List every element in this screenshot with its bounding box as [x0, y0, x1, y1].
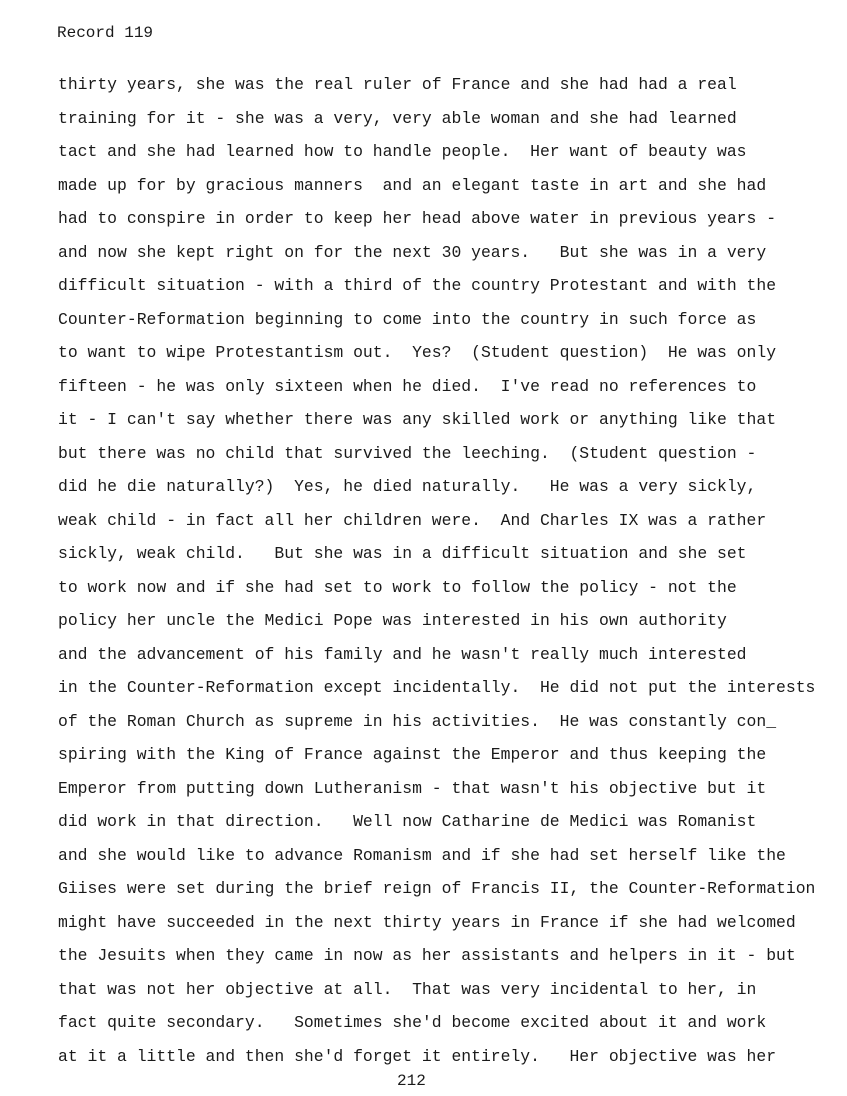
- text-line: to work now and if she had set to work to follow the policy - not the: [58, 577, 737, 597]
- text-line: training for it - she was a very, very able woman and she had learned: [58, 108, 737, 128]
- text-line: sickly, weak child. But she was in a difficult situation and she set: [58, 544, 747, 563]
- transcript-body: [58, 76, 815, 1081]
- text-line: Emperor from putting down Lutheranism - that wasn't his objective but it: [58, 778, 767, 798]
- text-line: thirty years, she was the real ruler of France and she had had a real: [58, 75, 737, 94]
- text-line: and the advancement of his family and he wasn't really much interested: [58, 644, 747, 664]
- text-line: and now she kept right on for the next 30 years. But she was in a very: [58, 242, 767, 262]
- text-line: difficult situation - with a third of the country Protestant and with the: [58, 276, 777, 295]
- text-line: but there was no child that survived the leeching. (Student question -: [58, 443, 757, 463]
- text-line: Counter-Reformation beginning to come into the country in such force as: [58, 309, 757, 329]
- text-line: at it a little and then she'd forget it entirely. Her objective was her: [58, 1046, 777, 1066]
- text-line: weak child - in fact all her children were. And Charles IX was a rather: [58, 510, 767, 530]
- text-line: did he die naturally?) Yes, he died naturally. He was a very sickly,: [58, 477, 757, 496]
- text-line: in the Counter-Reformation except incidentally. He did not put the interests: [58, 678, 816, 697]
- text-line: of the Roman Church as supreme in his activities. He was constantly con_: [58, 711, 777, 731]
- text-line: did work in that direction. Well now Catharine de Medici was Romanist: [58, 812, 757, 831]
- text-line: Giises were set during the brief reign of Francis II, the Counter-Reformation: [58, 879, 816, 898]
- record-header: Record 119: [57, 24, 154, 42]
- text-line: it - I can't say whether there was any skilled work or anything like that: [58, 410, 777, 429]
- text-line: fact quite secondary. Sometimes she'd become excited about it and work: [58, 1013, 767, 1032]
- text-line: to want to wipe Protestantism out. Yes? (Student question) He was only: [58, 343, 777, 362]
- page-number: 212: [397, 1072, 426, 1090]
- text-line: tact and she had learned how to handle people. Her want of beauty was: [58, 142, 747, 161]
- text-line: had to conspire in order to keep her head above water in previous years -: [58, 209, 777, 228]
- text-line: spiring with the King of France against the Emperor and thus keeping the: [58, 745, 767, 764]
- text-line: the Jesuits when they came in now as her assistants and helpers in it - but: [58, 946, 796, 965]
- text-line: might have succeeded in the next thirty years in France if she had welcomed: [58, 912, 796, 932]
- text-line: policy her uncle the Medici Pope was interested in his own authority: [58, 611, 727, 630]
- text-line: and she would like to advance Romanism and if she had set herself like the: [58, 845, 786, 865]
- text-line: fifteen - he was only sixteen when he died. I've read no references to: [58, 376, 757, 396]
- text-line: that was not her objective at all. That was very incidental to her, in: [58, 979, 757, 999]
- text-line: made up for by gracious manners and an elegant taste in art and she had: [58, 175, 767, 195]
